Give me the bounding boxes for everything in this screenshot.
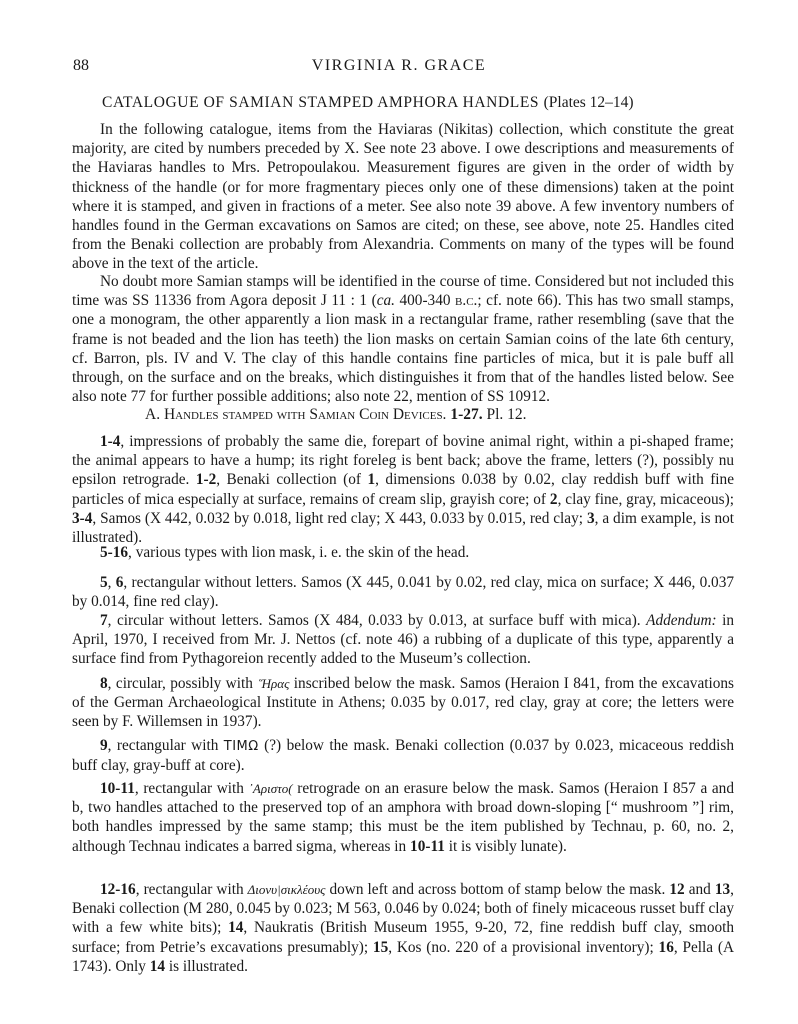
greek-inscription-heras: ῞Ηρας: [257, 676, 290, 691]
entry-7-text: 7, circular without letters. Samos (X 484, 0.033 by 0.013, at surface buff with mica). Addendum: in April, 1970, I received from Mr. J. Nettos (cf. note 46) a rubbing of a duplicate of this type, apparently a surface find from Pythagoreion recently added to the Museum’s collection.: [72, 612, 734, 668]
entry-12-16-text: 12-16, rectangular with Διονυ|σικλέους down left and across bottom of stamp below the mask. 12 and 13, Benaki collection (M 280, 0.045 by 0.023; M 563, 0.046 by 0.024; both of finely micaceous russet buff clay with a few white bits); 14, Naukratis (British Museum 1955, 9-20, 72, fine reddish buff clay, smooth surface; from Petrie’s excavations presumably); 15, Kos (no. 220 of a provisional inventory); 16, Pella (A 1743). Only 14 is illustrated.: [72, 881, 735, 975]
page-number: 88: [73, 57, 89, 74]
greek-inscription-aristo: ᾿Αριστο(: [248, 781, 293, 796]
intro-p2-a: No doubt more Samian stamps will be identified in the course of time. Considered but not included this time was SS 11336 from Agora deposit J 11 : 1 (: [72, 273, 734, 310]
entry-1-4: [72, 432, 734, 547]
section-a-heading: [145, 406, 527, 424]
catalogue-title: [102, 94, 634, 112]
entry-9-text: 9, rectangular with ΤΙΜΩ (?) below the mask. Benaki collection (0.037 by 0.023, micaceous reddish buff clay, gray-buff at core).: [72, 737, 734, 775]
intro-p2: [72, 272, 734, 406]
intro-paragraph-1: [72, 120, 734, 274]
section-a-title: Handles stamped with Samian Coin Devices.: [163, 406, 447, 423]
catalogue-title-plates: (Plates 12–14): [543, 94, 634, 111]
intro-p1-text: In the following catalogue, items from the Haviaras (Nikitas) collection, which constitute the great majority, are cited by numbers preceded by X. See note 23 above. I owe descriptions and measurements of the Haviaras handles to Mrs. Petropoulakou. Measurement figures are given in the order of width by thickness of the handle (or for more fragmentary pieces only one of these dimensions) taken at the point where it is stamped, and given in fractions of a meter. See also note 39 above. A few inventory numbers of handles found in the German excavations on Samos are cited; on these, see above, note 25. Handles cited from the Benaki collection are probably from Alexandria. Comments on many of the types will be found above in the text of the article.: [72, 121, 734, 273]
intro-p2-b: 400-340: [394, 292, 456, 310]
intro-paragraph-2: [72, 272, 734, 406]
section-a-plate: Pl. 12.: [486, 406, 527, 423]
entry-9: [72, 736, 734, 775]
entry-5-6: [72, 573, 734, 611]
section-a-range: 1-27.: [450, 406, 483, 423]
entry-5-16: [72, 543, 734, 562]
intro-p2-bc: b.c.: [455, 292, 478, 310]
entry-10-11: [72, 779, 734, 856]
section-a-letter: A.: [145, 406, 161, 423]
catalogue-title-main: CATALOGUE OF SAMIAN STAMPED AMPHORA HANDLES: [102, 94, 540, 111]
intro-p2-ca: ca.: [376, 292, 395, 310]
running-head: VIRGINIA R. GRACE: [311, 57, 487, 74]
greek-inscription-timo: ΤΙΜΩ: [223, 739, 259, 754]
greek-inscription-dionysikleous: Διονυ|σικλέους: [247, 882, 326, 897]
entry-8: [72, 674, 734, 732]
entry-8-text: 8, circular, possibly with ῞Ηρας inscribed below the mask. Samos (Heraion I 841, from the excavations of the German Archaeological Institute in Athens; 0.035 by 0.017, red clay, gray at core; the letters were seen by F. Willemsen in 1937).: [72, 675, 734, 731]
entry-10-11-text: 10-11, rectangular with ᾿Αριστο( retrograde on an erasure below the mask. Samos (Heraion I 857 a and b, two handles attached to the preserved top of an amphora with broad down-sloping [“ mushroom ”] rim, both handles impressed by the same stamp; this must be the item published by Technau, p. 60, no. 2, although Technau indicates a barred sigma, whereas in 10-11 it is visibly lunate).: [72, 780, 734, 855]
entry-7: [72, 611, 734, 669]
entry-5-6-text: 5, 6, rectangular without letters. Samos (X 445, 0.041 by 0.02, red clay, mica on surface; X 446, 0.037 by 0.014, fine red clay).: [72, 574, 734, 611]
intro-p2-c: ; cf. note 66). This has two small stamps, one a monogram, the other apparently a lion mask in a rectangular frame, rather resembling (save that the frame is not beaded and the lion has teeth) the lion masks on certain Samian coins of the late 6th century, cf. Barron, pls. IV and V. The clay of this handle contains fine particles of mica, but it is pale buff all through, on the surface and on the breaks, which distinguishes it from that of the handles listed below. See also note 77 for further possible additions; also note 22, mention of SS 10912.: [72, 292, 734, 406]
entry-5-16-text: 5-16, various types with lion mask, i. e. the skin of the head.: [100, 544, 470, 561]
entry-1-4-text: 1-4, impressions of probably the same die, forepart of bovine animal right, within a pi-shaped frame; the animal appears to have a hump; its right foreleg is bent back; above the frame, letters (?), possibly nu epsilon retrograde. 1-2, Benaki collection (of 1, dimensions 0.038 by 0.02, clay reddish buff with fine particles of mica especially at surface, remains of cream slip, grayish core; of 2, clay fine, gray, micaceous); 3-4, Samos (X 442, 0.032 by 0.018, light red clay; X 443, 0.033 by 0.015, red clay; 3, a dim example, is not illustrated).: [72, 433, 735, 547]
entry-12-16: [72, 880, 734, 976]
